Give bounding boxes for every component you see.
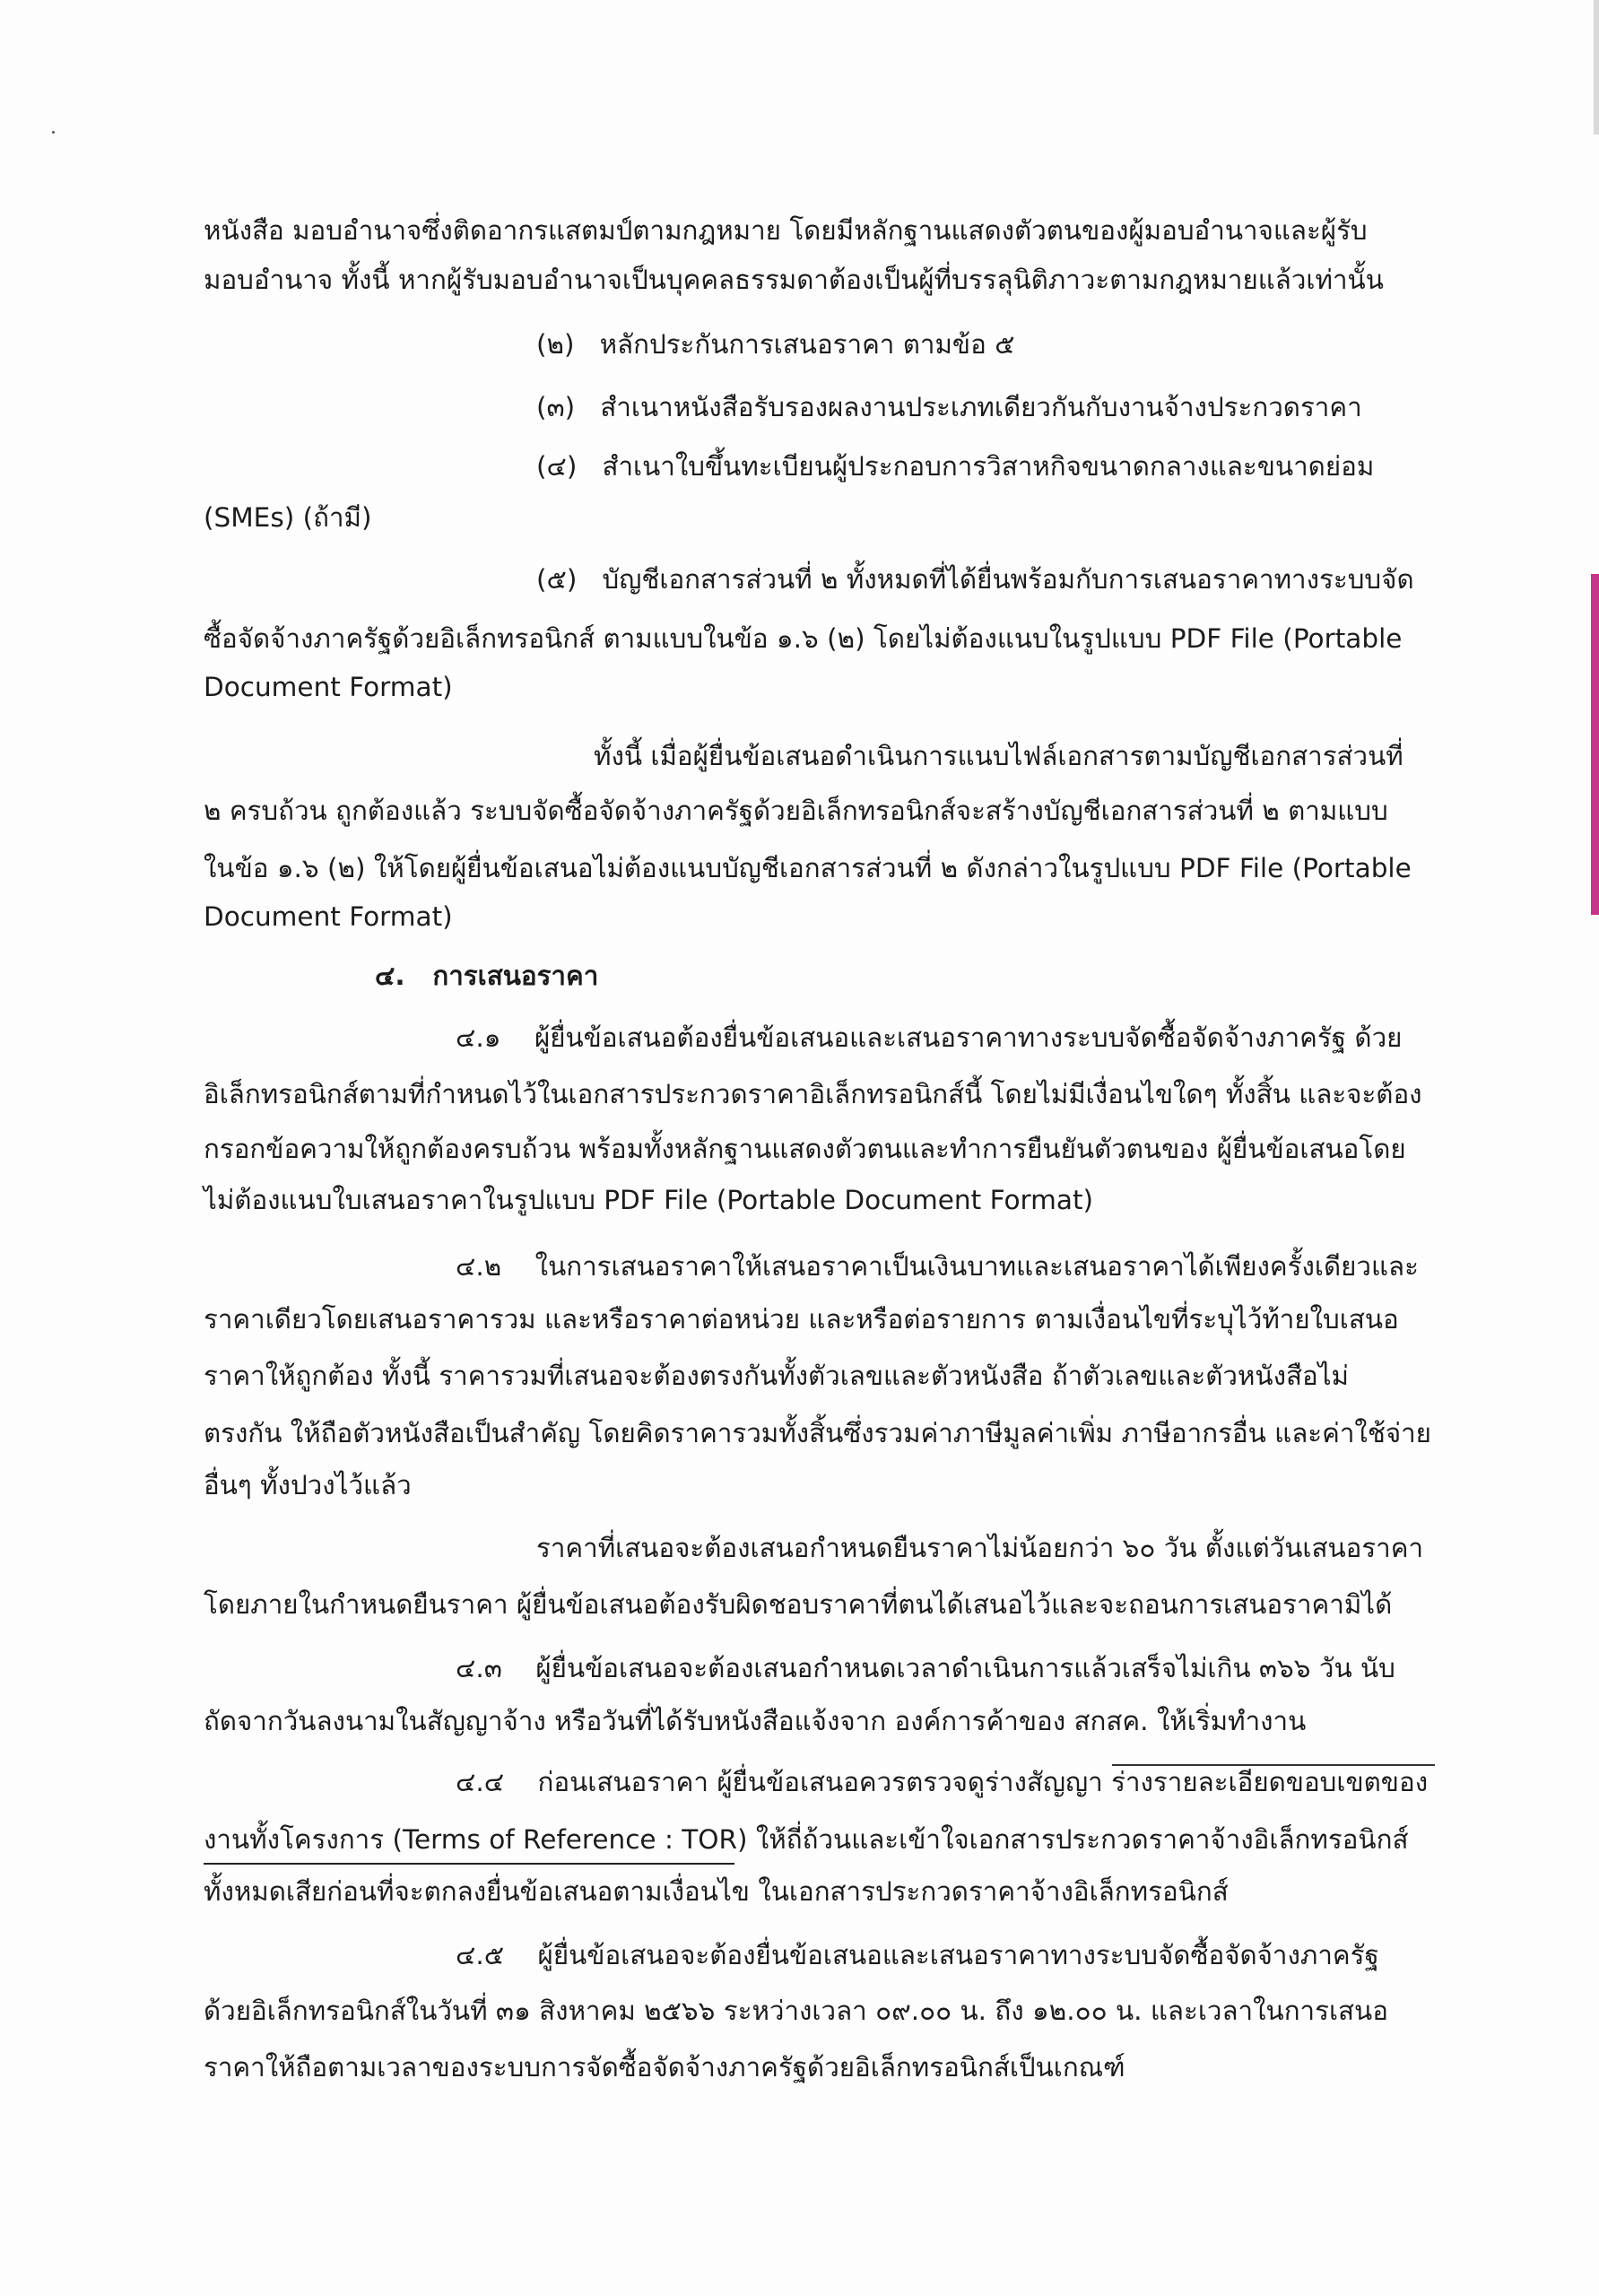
paragraph-line: โดยภายในกำหนดยืนราคา ผู้ยื่นข้อเสนอต้องรับผิดชอบราคาที่ตนได้เสนอไว้และจะถอนการเสนอราคามิได้ (204, 1589, 1393, 1620)
paragraph-line: ราคาให้ถูกต้อง ทั้งนี้ ราคารวมที่เสนอจะต้องตรงกันทั้งตัวเลขและตัวหนังสือ ถ้าตัวเลขและตัวหนังสือไม่ (204, 1361, 1349, 1391)
paragraph-line: ทั้งนี้ เมื่อผู้ยื่นข้อเสนอดำเนินการแนบไฟล์เอกสารตามบัญชีเอกสารส่วนที่ (594, 741, 1403, 771)
paragraph-line: ไม่ต้องแนบใบเสนอราคาในรูปแบบ PDF File (Portable Document Format) (204, 1185, 1094, 1215)
clause-4-2: ๔.๒ ในการเสนอราคาให้เสนอราคาเป็นเงินบาทและเสนอราคาได้เพียงครั้งเดียวและ (456, 1251, 1419, 1282)
scan-edge-shadow (1594, 0, 1599, 135)
clause-4-4: ๔.๔ ก่อนเสนอราคา ผู้ยื่นข้อเสนอควรตรวจดูร่างสัญญา ร่างรายละเอียดขอบเขตของ (456, 1767, 1429, 1797)
paragraph-line: Document Format) (204, 672, 453, 702)
paragraph-line: ซื้อจัดจ้างภาครัฐด้วยอิเล็กทรอนิกส์ ตามแบบในข้อ ๑.๖ (๒) โดยไม่ต้องแนบในรูปแบบ PDF File (Portable (204, 623, 1403, 654)
paragraph-line: ๒ ครบถ้วน ถูกต้องแล้ว ระบบจัดซื้อจัดจ้างภาครัฐด้วยอิเล็กทรอนิกส์จะสร้างบัญชีเอกสารส่วนที่ ๒ ตามแบบ (204, 796, 1388, 826)
paragraph-line: ทั้งหมดเสียก่อนที่จะตกลงยื่นข้อเสนอตามเงื่อนไข ในเอกสารประกวดราคาจ้างอิเล็กทรอนิกส์ (204, 1876, 1229, 1907)
list-item-3: (๓) สำเนาหนังสือรับรองผลงานประเภทเดียวกันกับงานจ้างประกวดราคา (536, 392, 1362, 422)
handwritten-overline (1112, 1764, 1435, 1766)
paragraph-line: อิเล็กทรอนิกส์ตามที่กำหนดไว้ในเอกสารประกวดราคาอิเล็กทรอนิกส์นี้ โดยไม่มีเงื่อนไขใดๆ ทั้งสิ้น และจะต้อง (204, 1079, 1422, 1109)
handwritten-underline (204, 1863, 734, 1865)
paragraph-line: (SMEs) (ถ้ามี) (204, 502, 372, 533)
paragraph-line: ราคาเดียวโดยเสนอราคารวม และหรือราคาต่อหน่วย และหรือต่อรายการ ตามเงื่อนไขที่ระบุไว้ท้ายใบเสนอ (204, 1304, 1399, 1335)
paragraph-line: กรอกข้อความให้ถูกต้องครบถ้วน พร้อมทั้งหลักฐานแสดงตัวตนและทำการยืนยันตัวตนของ ผู้ยื่นข้อเสนอโดย (204, 1134, 1406, 1164)
scan-speck (52, 131, 55, 134)
paragraph-line: อื่นๆ ทั้งปวงไว้แล้ว (204, 1470, 412, 1500)
paragraph-line: ในข้อ ๑.๖ (๒) ให้โดยผู้ยื่นข้อเสนอไม่ต้องแนบบัญชีเอกสารส่วนที่ ๒ ดังกล่าวในรูปแบบ PDF File (Portable (204, 853, 1412, 883)
paragraph-line: ถัดจากวันลงนามในสัญญาจ้าง หรือวันที่ได้รับหนังสือแจ้งจาก องค์การค้าของ สกสค. ให้เริ่มทำงาน (204, 1706, 1307, 1736)
paragraph-line: ด้วยอิเล็กทรอนิกส์ในวันที่ ๓๑ สิงหาคม ๒๕๖๖ ระหว่างเวลา ๐๙.๐๐ น. ถึง ๑๒.๐๐ น. และเวลาในการเสนอ (204, 1996, 1388, 2026)
clause-4-3: ๔.๓ ผู้ยื่นข้อเสนอจะต้องเสนอกำหนดเวลาดำเนินการแล้วเสร็จไม่เกิน ๓๖๖ วัน นับ (456, 1653, 1395, 1683)
list-item-2: (๒) หลักประกันการเสนอราคา ตามข้อ ๕ (536, 329, 1015, 360)
page-edge-color-mark (1591, 574, 1599, 915)
section-heading: ๔. การเสนอราคา (375, 961, 599, 991)
paragraph-line: ตรงกัน ให้ถือตัวหนังสือเป็นสำคัญ โดยคิดราคารวมทั้งสิ้นซึ่งรวมค่าภาษีมูลค่าเพิ่ม ภาษีอากรอื่น และค่าใช้จ่าย (204, 1418, 1431, 1448)
clause-4-1: ๔.๑ ผู้ยื่นข้อเสนอต้องยื่นข้อเสนอและเสนอราคาทางระบบจัดซื้อจัดจ้างภาครัฐ ด้วย (456, 1022, 1403, 1053)
clause-4-5: ๔.๕ ผู้ยื่นข้อเสนอจะต้องยื่นข้อเสนอและเสนอราคาทางระบบจัดซื้อจัดจ้างภาครัฐ (456, 1940, 1379, 1970)
list-item-5: (๕) บัญชีเอกสารส่วนที่ ๒ ทั้งหมดที่ได้ยื่นพร้อมกับการเสนอราคาทางระบบจัด (536, 564, 1414, 595)
paragraph-line: ราคาให้ถือตามเวลาของระบบการจัดซื้อจัดจ้างภาครัฐด้วยอิเล็กทรอนิกส์เป็นเกณฑ์ (204, 2052, 1125, 2083)
list-item-4: (๔) สำเนาใบขึ้นทะเบียนผู้ประกอบการวิสาหกิจขนาดกลางและขนาดย่อม (536, 451, 1375, 482)
paragraph-line: Document Format) (204, 901, 453, 932)
paragraph-line: มอบอำนาจ ทั้งนี้ หากผู้รับมอบอำนาจเป็นบุคคลธรรมดาต้องเป็นผู้ที่บรรลุนิติภาวะตามกฎหมายแล้วเท่านั้น (204, 265, 1384, 295)
paragraph-line: ราคาที่เสนอจะต้องเสนอกำหนดยืนราคาไม่น้อยกว่า ๖๐ วัน ตั้งแต่วันเสนอราคา (536, 1533, 1424, 1563)
paragraph-line: งานทั้งโครงการ (Terms of Reference : TOR) ให้ถี่ถ้วนและเข้าใจเอกสารประกวดราคาจ้างอิเล็กทรอนิกส์ (204, 1824, 1409, 1855)
paragraph-line: หนังสือ มอบอำนาจซึ่งติดอากรแสตมป์ตามกฎหมาย โดยมีหลักฐานแสดงตัวตนของผู้มอบอำนาจและผู้รับ (204, 215, 1368, 246)
